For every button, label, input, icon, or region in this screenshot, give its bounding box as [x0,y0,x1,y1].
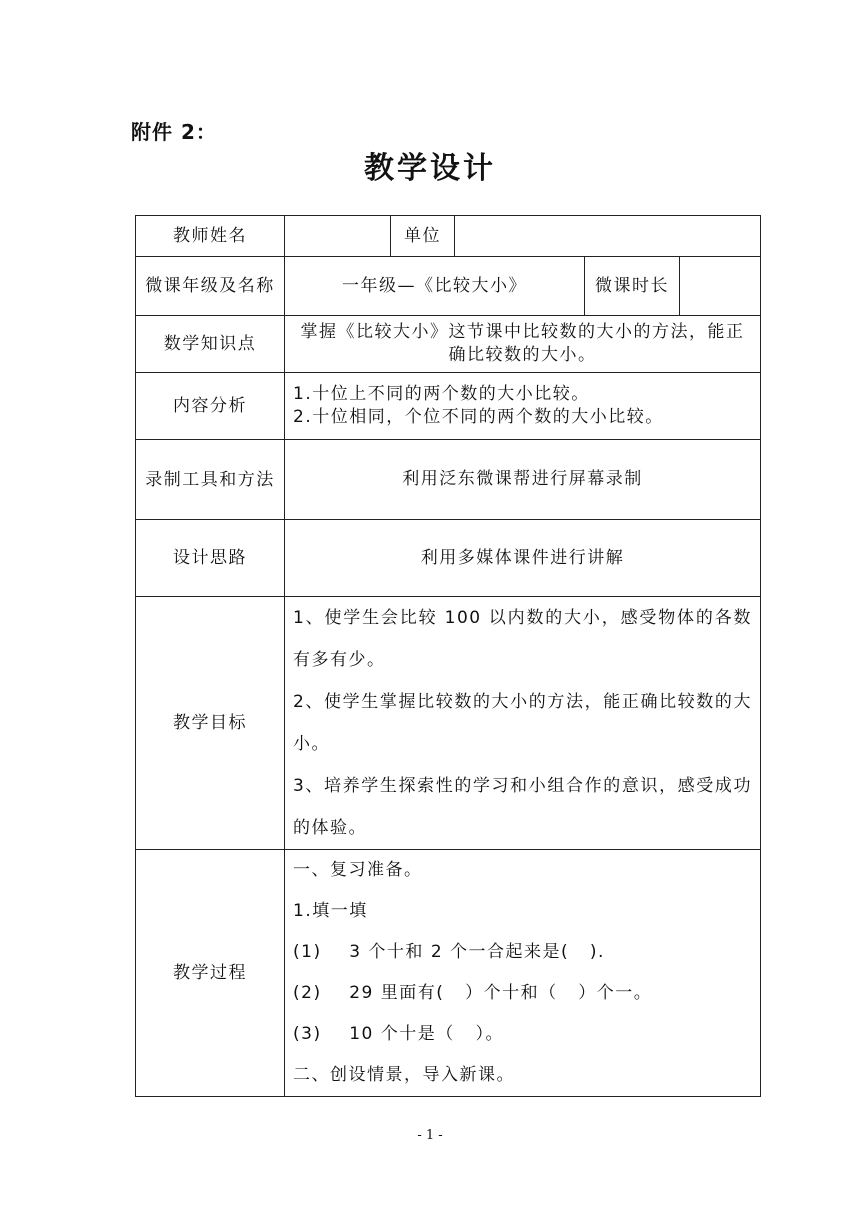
teacher-name-value [285,216,391,257]
content-value [285,373,761,440]
grade-name-value: 一年级—《比较大小》 [285,257,585,316]
row-content [136,373,761,440]
design-label: 设计思路 [136,520,285,597]
unit-label: 单位 [391,216,455,257]
goal-item: 3、培养学生探索性的学习和小组合作的意识，感受成功的体验。 [293,776,753,838]
process-line: 1.填一填 [293,901,368,921]
attachment-label: 附件 2： [131,120,217,144]
page-title: 教学设计 [364,151,496,186]
row-knowledge [136,316,761,373]
knowledge-value: 掌握《比较大小》这节课中比较数的大小的方法，能正确比较数的大小。 [285,316,761,373]
goals-value [285,597,761,850]
knowledge-label: 数学知识点 [136,316,285,373]
tools-value: 利用泛东微课帮进行屏幕录制 [285,440,761,520]
process-line: (3) 10 个十是（ ）。 [293,1024,504,1044]
design-value: 利用多媒体课件进行讲解 [285,520,761,597]
goal-item: 1、使学生会比较 100 以内数的大小，感受物体的各数有多有少。 [293,608,753,670]
content-label: 内容分析 [136,373,285,440]
row-teacher [136,216,761,257]
row-tools [136,440,761,520]
teaching-design-table [135,215,761,1097]
process-label: 教学过程 [136,850,285,1097]
goal-item: 2、使学生掌握比较数的大小的方法，能正确比较数的大小。 [293,692,753,754]
page-number: - 1 - [417,1128,443,1143]
content-line: 1.十位上不同的两个数的大小比较。 [293,384,590,404]
process-line: (1) 3 个十和 2 个一合起来是( ). [293,942,605,962]
duration-value [680,257,761,316]
duration-label: 微课时长 [585,257,680,316]
goals-label: 教学目标 [136,597,285,850]
process-line: 一、复习准备。 [293,860,423,880]
process-line: 二、创设情景，导入新课。 [293,1065,515,1085]
grade-name-label: 微课年级及名称 [136,257,285,316]
unit-value [455,216,761,257]
row-goals [136,597,761,850]
content-line: 2.十位相同，个位不同的两个数的大小比较。 [293,407,664,427]
teacher-name-label: 教师姓名 [136,216,285,257]
row-process [136,850,761,1097]
process-line: (2) 29 里面有( ）个十和（ ）个一。 [293,983,653,1003]
row-grade [136,257,761,316]
process-value [285,850,761,1097]
row-design [136,520,761,597]
tools-label: 录制工具和方法 [136,440,285,520]
